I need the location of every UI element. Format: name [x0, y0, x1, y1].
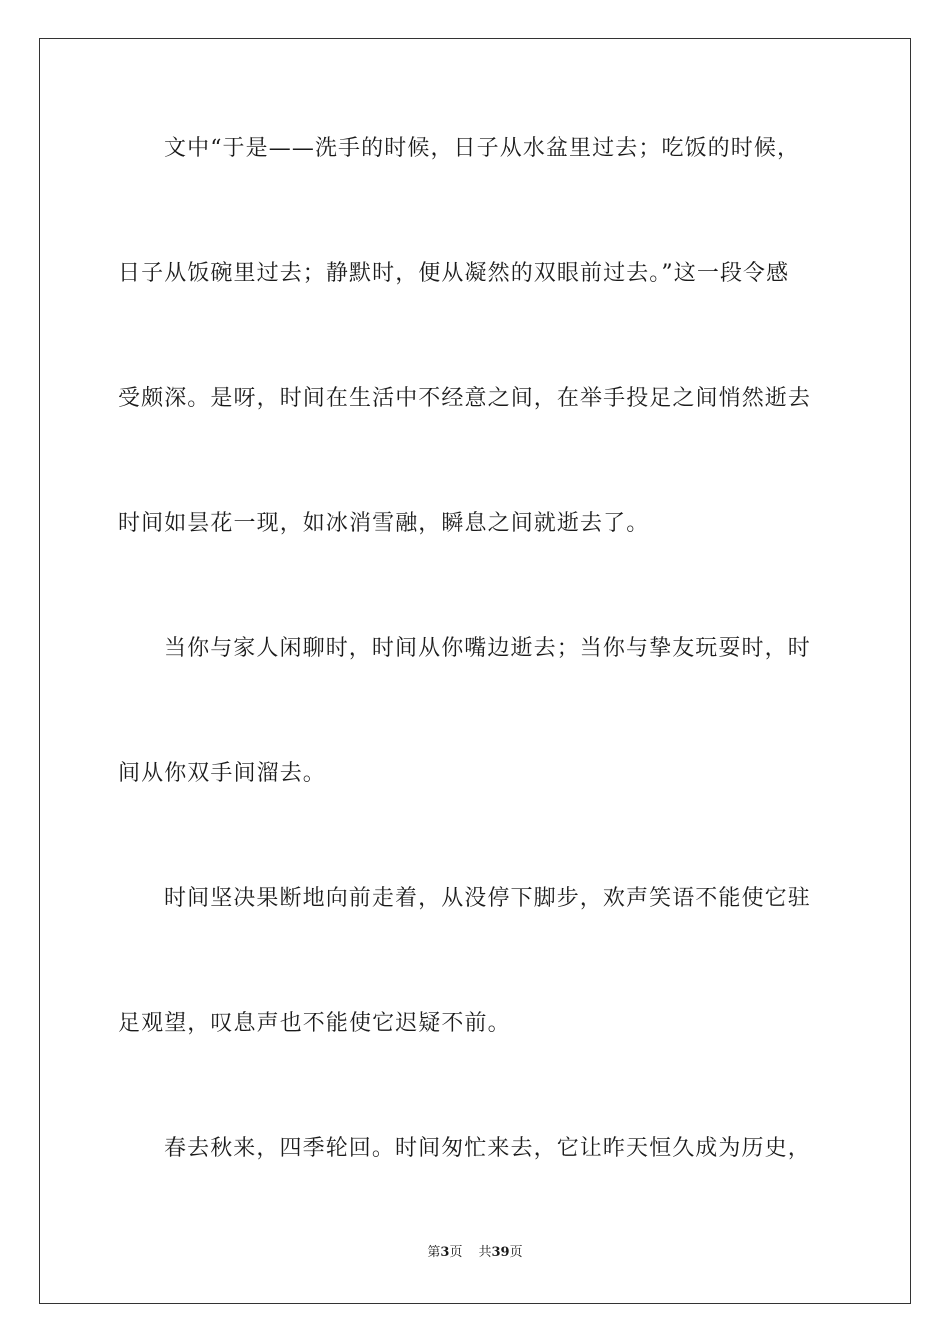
page-prefix: 第 — [427, 1245, 441, 1260]
text-line: 日子从饭碗里过去；静默时，便从凝然的双眼前过去。”这一段令感 — [118, 261, 790, 286]
text-line: 受颇深。是呀，时间在生活中不经意之间，在举手投足之间悄然逝去 — [118, 386, 812, 411]
text-line: 时间坚决果断地向前走着，从没停下脚步，欢声笑语不能使它驻 — [164, 886, 811, 911]
page-footer — [0, 1244, 950, 1262]
page-border — [39, 38, 911, 1304]
page-number: 3 — [440, 1245, 450, 1260]
text-line: 当你与家人闲聊时，时间从你嘴边逝去；当你与挚友玩耍时，时 — [164, 636, 811, 661]
total-prefix: 共 — [478, 1245, 492, 1260]
total-suffix: 页 — [509, 1245, 523, 1260]
text-line: 足观望，叹息声也不能使它迟疑不前。 — [118, 1011, 511, 1036]
page-suffix: 页 — [449, 1245, 463, 1260]
total-pages: 39 — [491, 1245, 510, 1260]
text-line: 春去秋来，四季轮回。时间匆忙来去，它让昨天恒久成为历史， — [164, 1136, 811, 1161]
text-line: 文中“于是——洗手的时候，日子从水盆里过去；吃饭的时候， — [164, 136, 801, 161]
text-line: 间从你双手间溜去。 — [118, 761, 326, 786]
text-line: 时间如昙花一现，如冰消雪融，瞬息之间就逝去了。 — [118, 511, 650, 536]
